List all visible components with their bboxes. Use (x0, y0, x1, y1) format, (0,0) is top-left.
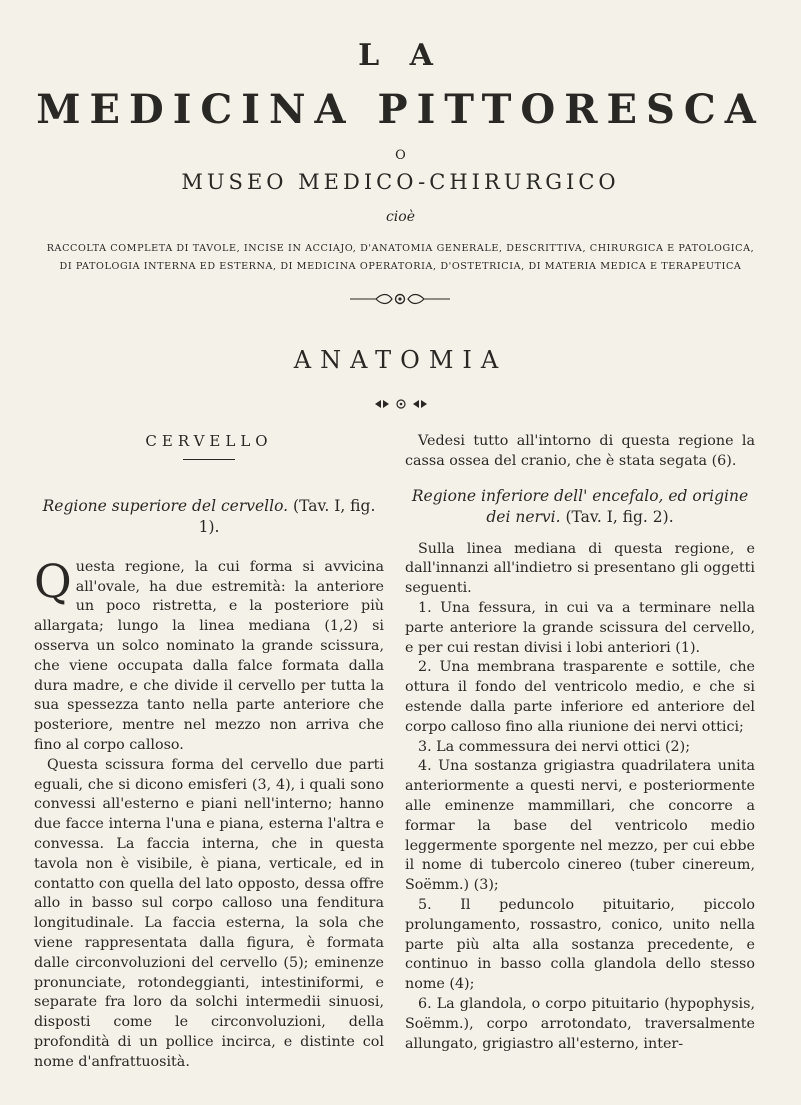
subtitle-ref-right: (Tav. I, fig. 2). (565, 507, 674, 526)
list-item: 5. Il peduncolo pituitario, piccolo prolungamento, rossastro, conico, unito nella parte più alta alla sostanza precedente, e continuo in basso colla glandola dello stesso nome (4); (405, 896, 755, 993)
section-title-cervello: CERVELLO (145, 432, 273, 450)
header-raccolta (20, 240, 781, 276)
subtitle-regione-superiore (34, 496, 384, 538)
list-item: 6. La glandola, o corpo pituitario (hypophysis, Soëmm.), corpo arrotondato, traversalmente allungato, grigiastro all'esterno, inter- (405, 995, 755, 1052)
ornament-divider-icon (350, 291, 450, 307)
paragraph-1-text: uesta regione, la cui forma si avvicina all'ovale, ha due estremità: la anteriore un poco ristretta, e la posteriore più allargata; lungo la linea mediana (1,2) si osserva un solco nominato la grande scissura, che viene occupata dalla falce formata dalla dura madre, e che divide il cervello per tutta la sua spessezza tanto nella parte anteriore che posteriore, mentre nel mezzo non arriva che fino al corpo calloso. (34, 558, 384, 753)
subtitle-italic: Regione superiore del cervello. (42, 496, 289, 515)
drop-cap: Q (34, 553, 72, 608)
paragraph-2: Questa scissura forma del cervello due parti eguali, che si dicono emisferi (3, 4), i quali sono convessi all'esterno e piani nell'interno; hanno due facce interna l'una e piana, esterna l'altra e convessa. La faccia interna, che in questa tavola non è visibile, è piana, verticale, ed in contatto con quella del lato opposto, dessa offre allo in basso sul corpo calloso una fenditura longitudinale. La faccia esterna, la sola che viene rappresentata dalla figura, è formata dalle circonvoluzioni del cervello (5); eminenze pronunciate, rotondeggianti, intestiniformi, e separate fra loro da solchi intermedii sinuosi, disposti come le circonvoluzioni, della profondità di un pollice incirca, e distinte col nome d'anfrattuosità. (34, 756, 384, 1070)
right-intro: Vedesi tutto all'intorno di questa regione la cassa ossea del cranio, che è stata segata (6). (405, 433, 755, 469)
list-item: 1. Una fessura, in cui va a terminare nella parte anteriore la grande scissura del cervello, e per cui restan divisi i lobi anteriori (1). (405, 599, 755, 656)
header-o: O (395, 148, 406, 163)
subtitle-line-1: Regione inferiore dell' encefalo, ed origine (411, 486, 749, 505)
right-paragraph-0: Sulla linea mediana di questa regione, e dall'innanzi all'indietro si presentano gli oggetti seguenti. (405, 540, 755, 597)
subtitle-line-2: dei nervi. (486, 507, 561, 526)
list-item: 2. Una membrana trasparente e sottile, che ottura il fondo del ventricolo medio, e che si estende dalla parte inferiore ed anteriore del corpo calloso fino alla riunione dei nervi ottici; (405, 659, 755, 735)
header-museo: MUSEO MEDICO-CHIRURGICO (181, 170, 620, 194)
left-column (34, 432, 384, 1073)
small-ornament-icon (371, 398, 431, 410)
subtitle-ref: (Tav. I, fig. 1). (198, 496, 376, 536)
list-item: 4. Una sostanza grigiastra quadrilatera unita anteriormente a questi nervi, e posteriormente alle eminenze mammillari, che concorre a formar la base del ventricolo medio leggermente sporgente nel mezzo, per cui ebbe il nome di tubercolo cinereo (tuber cinereum, Soëmm.) (3); (405, 758, 755, 894)
subtitle-regione-inferiore (405, 486, 755, 528)
right-column (405, 432, 755, 1054)
paragraph-1 (34, 553, 384, 756)
raccolta-line-2: DI PATOLOGIA INTERNA ED ESTERNA, DI MEDICINA OPERATORIA, D'OSTETRICIA, DI MATERIA MEDICA E TERAPEUTICA (59, 261, 742, 272)
header-la: L A (358, 38, 443, 73)
main-title: MEDICINA PITTORESCA (36, 86, 765, 133)
list-item: 3. La commessura dei nervi ottici (2); (418, 738, 691, 755)
section-anatomia: ANATOMIA (293, 346, 508, 374)
header-cioe: cioè (385, 209, 416, 225)
raccolta-line-1: RACCOLTA COMPLETA DI TAVOLE, INCISE IN ACCIAJO, D'ANATOMIA GENERALE, DESCRITTIVA, CHIRURGICA E PATOLOGICA, (46, 243, 755, 254)
